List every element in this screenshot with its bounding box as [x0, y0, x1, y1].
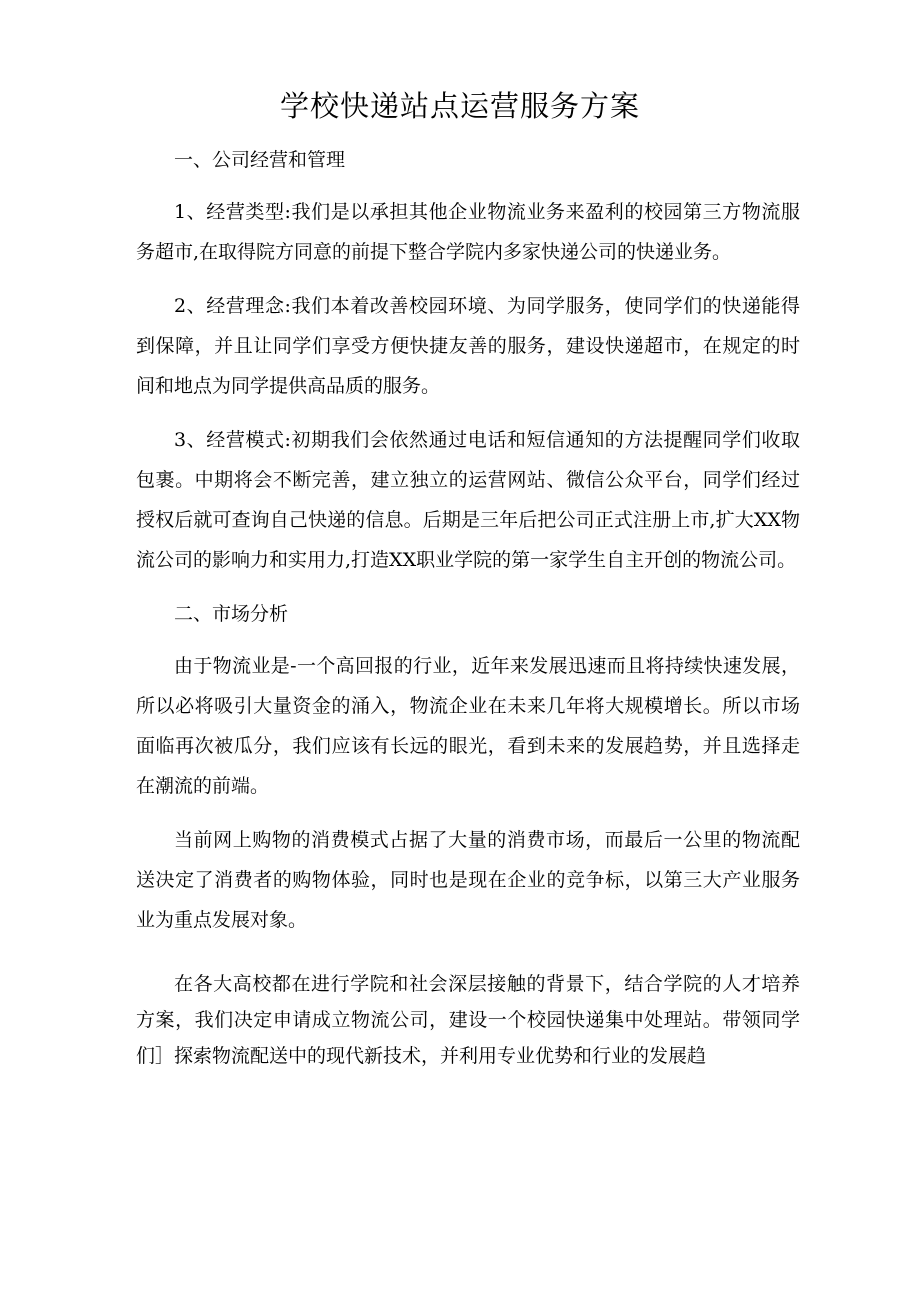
paragraph-campus-background: 在各大高校都在进行学院和社会深层接触的背景下，结合学院的人才培养方案，我们决定申请成立物流公司，建设一个校园快递集中处理站。带领同学们］探索物流配送中的现代新技术，并利用专业优势和行业的发展趋 [136, 973, 800, 1067]
paragraph-business-model: 3、经营模式:初期我们会依然通过电话和短信通知的方法提醒同学们收取包裹。中期将会不断完善，建立独立的运营网站、微信公众平台，同学们经过授权后就可查询自己快递的信息。后期是三年后把公司正式注册上市,扩大XX物流公司的影响力和实用力,打造XX职业学院的第一家学生自主开创的物流公司。 [136, 429, 800, 571]
paragraph-market-growth: 由于物流业是-一个高回报的行业，近年来发展迅速而且将持续快速发展，所以必将吸引大量资金的涌入，物流企业在未来几年将大规模增长。所以市场面临再次被瓜分，我们应该有长远的眼光，看到未来的发展趋势，并且选择走在潮流的前端。 [136, 655, 800, 797]
paragraph-business-philosophy: 2、经营理念:我们本着改善校园环境、为同学服务，使同学们的快递能得到保障，并且让同学们享受方便快捷友善的服务，建设快递超市，在规定的时间和地点为同学提供高品质的服务。 [136, 295, 800, 397]
document-title: 学校快递站点运营服务方案 [279, 89, 640, 123]
paragraph-business-type: 1、经营类型:我们是以承担其他企业物流业务来盈利的校园第三方物流服务超市,在取得院方同意的前提下整合学院内多家快递公司的快递业务。 [136, 201, 800, 263]
document-body [136, 140, 800, 1088]
section-heading-management: 一、公司经营和管理 [174, 149, 346, 171]
section-heading-market-analysis: 二、市场分析 [174, 603, 289, 625]
paragraph-online-shopping: 当前网上购物的消费模式占据了大量的消费市场，而最后一公里的物流配送决定了消费者的购物体验，同时也是现在企业的竞争标，以第三大产业服务业为重点发展对象。 [136, 829, 800, 931]
